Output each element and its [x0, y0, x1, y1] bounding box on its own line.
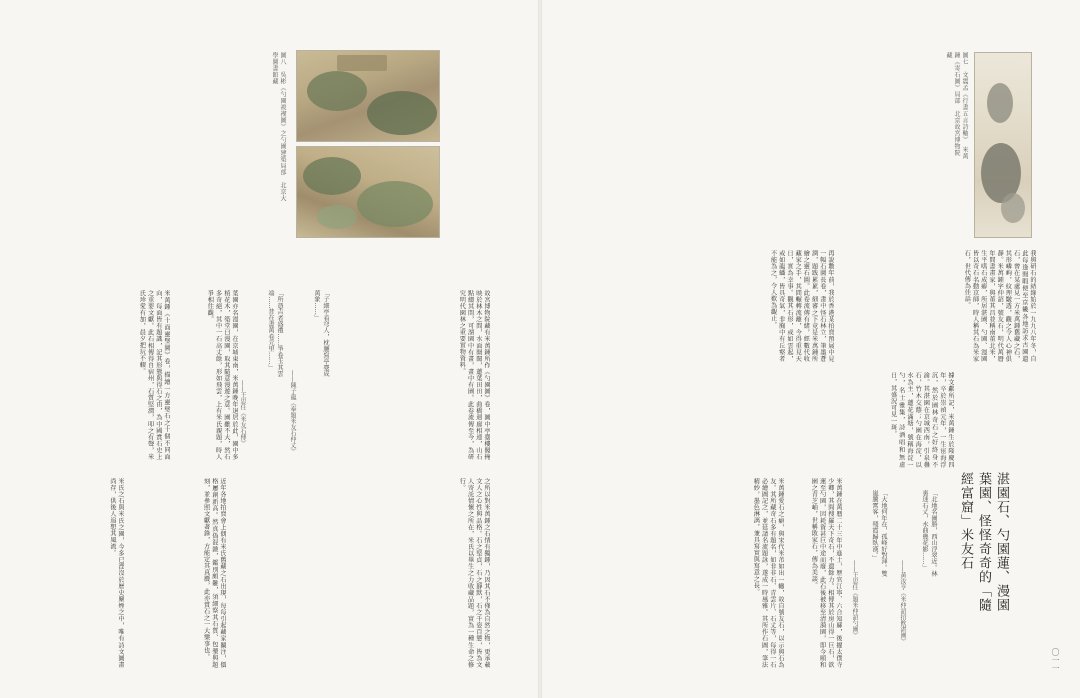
- figure-caption-right: 圖七 文震孟《行書五言詩軸》 米萬鍾《寄石圖》局部 北京故宮博物院藏: [945, 52, 968, 160]
- poem-source: ——王思任《題米仲詔勺園》: [851, 560, 858, 638]
- article-text-block: 據文獻所記，米萬鍾生於隆慶四年，卒於崇禎元年，一生宦海浮沉，然於園林奇石之好終身不渝。其湛園在京城西南，引泉疊石，竹木交蔭；勺園在海淀，以水為主，蓮花滿塘，號稱海淀一勺，名士雅集，詩酒唱和無虛日，其盛況可見一斑。: [889, 372, 954, 468]
- rock-scroll-painting: [974, 52, 1032, 238]
- garden-painting-bottom: [296, 146, 440, 238]
- garden-painting-top: [296, 50, 440, 142]
- poem-quote: 「北地名園勝，西山浮翠近。林裏迷石丈，水曲幾花影……」: [921, 490, 937, 577]
- article-text-block: 之所以對米萬鍾之石情有獨鍾，乃因其石不僅為自然之物，更承載文人之心性與品格。石之堅貞，石之靜默，石之千姿百態，皆為文人寄託情懷之所在，米氏以畢生之力收藏品題，實為一種生命之修行。: [458, 478, 490, 668]
- article-text-block: 米氏之石與米氏之園，今多已湮沒於歷史塵煙之中，唯有詩文圖畫尚存，供後人追想其風流。: [108, 478, 124, 668]
- article-text-block: 再說數年前，我於香港某拍賣預展中見一幅石圖長卷，畫中怪石林立，筆墨蒼潤，題跋累累，細審之下竟是米萬鍾所繪之靈石圖。此卷流傳有緒，經數代收藏家之手，其間輾轉流離，今得重見天日，實為幸事。觀其石形，或如雲起，或如龍蟠，皆具奇氣，非胸中有丘壑者不能為之，令人歎為觀止。: [769, 250, 834, 362]
- article-text-block: 米萬鍾愛石之癖，與宋代米芾如出一轍，故自號友石，以示與石為友。其所藏奇石多有題名，如非非石、青雲片、石丈等，每得一石必繪圖記之，並延請名流題詠，遂成一時風雅。其所作石圖，筆法精妙，墨色淋漓，兼具寫實與寫意之長。: [752, 478, 784, 668]
- article-text-block: 米萬鍾在萬曆二十三年中進士，歷官江寧、六合知縣，後擢太僕寺少卿，其間搜羅天下奇石，不遺餘力。相傳其於房山得一巨石，欲運至勺園，因耗資甚巨中途而廢，此石後被移至清漪園，即今頤和園之青芝岫，世稱敗家石，傳為美談。: [810, 478, 842, 668]
- article-text-block: 近年各地拍賣會上偶有米氏舊藏之石出現，每每引起藏家關注，價格屢創新高。然真偽混雜，鑑別頗難，須細察其石質、包漿與題刻，並參照文獻著錄，方能定其真贗，此亦賞石之一大樂事也。: [202, 478, 226, 668]
- poem-source: ——黃汝亨《米仲詔招飲湛園》: [899, 560, 906, 644]
- poem-source: ——王思任《米友石傳》: [239, 380, 246, 446]
- poem-source: ——陳子龍《奉題米友石仲丈》: [289, 370, 296, 454]
- article-text-block: 我與研石的結緣始於一九九八年冬，自此每逢閒暇便至京畿各地訪求古園遺石，曾在某處見一方米萬鍾舊藏之石，其形嶙峋，紋理皺透，觀之令人心神俱靜。米萬鍾字仲詔，號友石，明代萬曆年間書畫家，與董其昌並稱南董北米，生平嗜石成癖，所居湛園、勺園、漫園皆以奇石名動京師，時人稱其石為米家石，世代傳為佳話。: [963, 250, 1036, 362]
- article-text-block: 故宮博物院藏有米萬鍾所作《勺園圖》卷，圖中亭臺樓閣掩映於林木之間，水面開闊，蓮葉田田，曲橋迴廊相連，山石點綴其間，可謂園中有畫，畫中有園。此卷流傳至今，為研究明代園林之重要實物資料。: [458, 290, 490, 460]
- section-title: 湛園石、勺園蓮、漫園葉園、怪怪奇奇的「隨經富窟」米友石: [958, 472, 1009, 612]
- article-text-block: 米萬鍾《十面靈璧圖》卷，描繪一方靈璧石之十個不同面向，每面皆有題識，記其形態與得石之由，為中國賞石史上之重要文獻。此石相傳得自宿州，石質堅潤，叩之有聲，米氏珍愛有加，晨夕把玩不輟。: [138, 290, 170, 460]
- poem-quote: 「子細亭看穹人，枕腰寫亭臺成萬象……」: [313, 290, 329, 377]
- poem-quote: 「所憑吉者盛禮……爭卷玉其雲端……昔在書萬卷元里……」: [267, 290, 283, 377]
- figure-caption-left: 圖八 吳彬《勺園祓禊圖》之勺園建築局部 北京大學圖書館藏: [271, 52, 286, 202]
- poem-quote: 「大地何年在，孤峰好對渾。雙嵐騰霄客，殘霞歸臥漢。」: [871, 490, 887, 577]
- article-text-block: 葉園亦名漫園，在京城東南，米萬鍾晚年退居於此，園中多植花木，築堂曰漫園，取其隨意漫遊之意。園雖不大，然石多奇絕，其中一石高丈餘，形如飛雲，上有米氏親題，時人爭相往觀。: [206, 290, 238, 460]
- page-number: 〇一一: [1051, 648, 1060, 672]
